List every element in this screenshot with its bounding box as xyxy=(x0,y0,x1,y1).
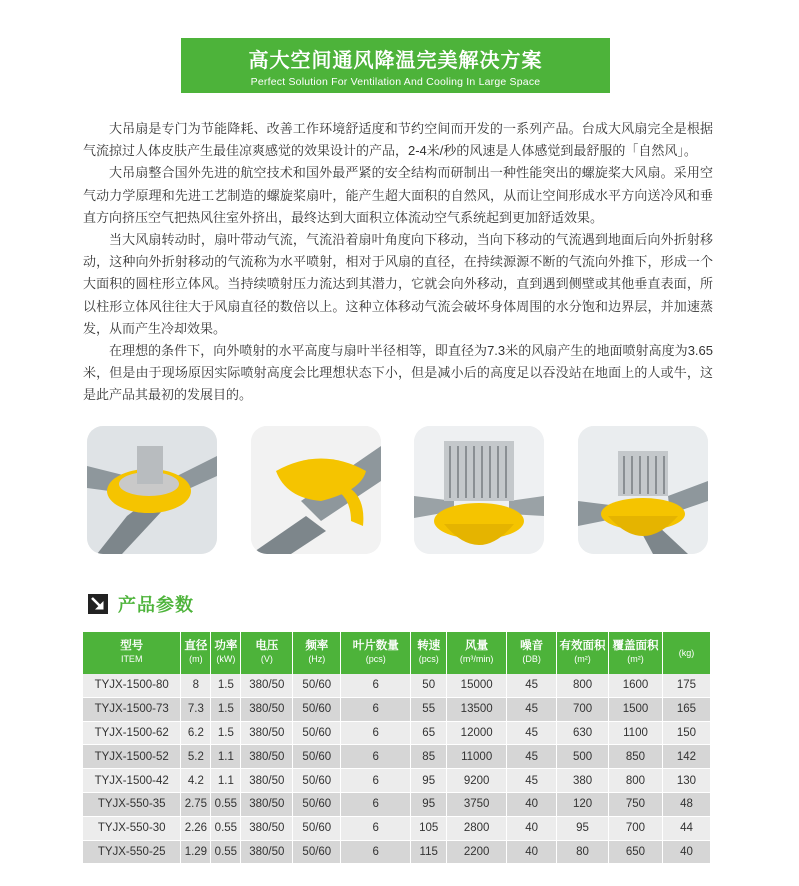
cell: 6 xyxy=(341,769,411,793)
cell: 800 xyxy=(609,769,663,793)
table-header-row xyxy=(83,632,711,674)
cell: 6 xyxy=(341,697,411,721)
cell: 45 xyxy=(507,769,557,793)
cell: TYJX-1500-73 xyxy=(83,697,181,721)
cell: 95 xyxy=(411,792,447,816)
header-item: 型号 ITEM xyxy=(83,632,181,674)
fan-photo-4 xyxy=(578,426,708,554)
fan-photo-3 xyxy=(414,426,544,554)
cell: 85 xyxy=(411,745,447,769)
cell: 1.5 xyxy=(211,697,241,721)
cell: 50/60 xyxy=(293,769,341,793)
cell: 2800 xyxy=(447,816,507,840)
cell: 1500 xyxy=(609,697,663,721)
description xyxy=(83,118,713,407)
cell: 7.3 xyxy=(181,697,211,721)
table-row xyxy=(83,840,711,864)
title-cn: 高大空间通风降温完美解决方案 xyxy=(248,50,543,72)
header-effective-area: 有效面积 (m²) xyxy=(557,632,609,674)
cell: TYJX-550-25 xyxy=(83,840,181,864)
cell: 44 xyxy=(662,816,710,840)
cell: 1100 xyxy=(609,721,663,745)
table-row xyxy=(83,721,711,745)
header-airflow: 风量 (m³/min) xyxy=(447,632,507,674)
header-coverage-area: 覆盖面积 (m²) xyxy=(609,632,663,674)
cell: 6 xyxy=(341,745,411,769)
cell: 9200 xyxy=(447,769,507,793)
arrow-down-right-icon xyxy=(88,594,108,614)
cell: 40 xyxy=(507,840,557,864)
cell: 2.26 xyxy=(181,816,211,840)
cell: 142 xyxy=(662,745,710,769)
section-title xyxy=(88,592,194,616)
cell: 2200 xyxy=(447,840,507,864)
cell: 380/50 xyxy=(241,792,293,816)
cell: 40 xyxy=(507,792,557,816)
cell: 2.75 xyxy=(181,792,211,816)
cell: TYJX-550-30 xyxy=(83,816,181,840)
cell: 1.5 xyxy=(211,721,241,745)
header-weight: (kg) xyxy=(662,632,710,674)
cell: 380/50 xyxy=(241,840,293,864)
cell: 6 xyxy=(341,721,411,745)
cell: 15000 xyxy=(447,674,507,697)
cell: 4.2 xyxy=(181,769,211,793)
header-power: 功率 (kW) xyxy=(211,632,241,674)
header-blades: 叶片数量 (pcs) xyxy=(341,632,411,674)
cell: 50 xyxy=(411,674,447,697)
cell: 45 xyxy=(507,721,557,745)
cell: 380/50 xyxy=(241,674,293,697)
cell: 50/60 xyxy=(293,721,341,745)
cell: 150 xyxy=(662,721,710,745)
cell: 48 xyxy=(662,792,710,816)
cell: 13500 xyxy=(447,697,507,721)
cell: 800 xyxy=(557,674,609,697)
cell: 45 xyxy=(507,745,557,769)
cell: 650 xyxy=(609,840,663,864)
cell: 750 xyxy=(609,792,663,816)
cell: 1.1 xyxy=(211,745,241,769)
header-voltage: 电压 (V) xyxy=(241,632,293,674)
cell: TYJX-1500-42 xyxy=(83,769,181,793)
cell: 120 xyxy=(557,792,609,816)
cell: 115 xyxy=(411,840,447,864)
table-row xyxy=(83,769,711,793)
cell: 40 xyxy=(507,816,557,840)
cell: 6 xyxy=(341,816,411,840)
section-title-text: 产品参数 xyxy=(118,595,194,615)
cell: 6 xyxy=(341,840,411,864)
cell: 380/50 xyxy=(241,697,293,721)
cell: 380/50 xyxy=(241,745,293,769)
cell: TYJX-1500-52 xyxy=(83,745,181,769)
cell: 50/60 xyxy=(293,792,341,816)
cell: 50/60 xyxy=(293,697,341,721)
title-en: Perfect Solution For Ventilation And Cooling In Large Space xyxy=(250,76,541,88)
table-row xyxy=(83,674,711,697)
cell: 175 xyxy=(662,674,710,697)
cell: 0.55 xyxy=(211,816,241,840)
cell: 6.2 xyxy=(181,721,211,745)
cell: 12000 xyxy=(447,721,507,745)
cell: 50/60 xyxy=(293,674,341,697)
fan-photo-1 xyxy=(87,426,217,554)
cell: 65 xyxy=(411,721,447,745)
cell: 700 xyxy=(609,816,663,840)
fan-photo-2 xyxy=(251,426,381,554)
table-row xyxy=(83,697,711,721)
cell: 95 xyxy=(411,769,447,793)
table-row xyxy=(83,745,711,769)
cell: 45 xyxy=(507,674,557,697)
cell: 0.55 xyxy=(211,792,241,816)
paragraph: 当大风扇转动时，扇叶带动气流，气流沿着扇叶角度向下移动，当向下移动的气流遇到地面后向外折射移动，这种向外折射移动的气流称为水平喷射，相对于风扇的直径，在持续源源不断的气流向外推下，形成一个大面积的圆柱形立体风。当持续喷射压力流达到其潜力，它就会向外移动，直到遇到侧壁或其他垂直表面，所以柱形立体风往往大于风扇直径的数倍以上。这种立体移动气流会破坏身体周围的水分饱和边界层，并加速蒸发，从而产生冷却效果。 xyxy=(83,232,713,336)
cell: 50/60 xyxy=(293,840,341,864)
header-noise: 噪音 (DB) xyxy=(507,632,557,674)
cell: 40 xyxy=(662,840,710,864)
cell: 11000 xyxy=(447,745,507,769)
cell: 380/50 xyxy=(241,816,293,840)
cell: 95 xyxy=(557,816,609,840)
cell: 55 xyxy=(411,697,447,721)
cell: 380 xyxy=(557,769,609,793)
paragraph: 大吊扇是专门为节能降耗、改善工作环境舒适度和节约空间而开发的一系列产品。台成大风扇完全是根据气流掠过人体皮肤产生最佳凉爽感觉的效果设计的产品，2-4米/秒的风速是人体感觉到最舒服的「自然风」。 xyxy=(83,121,713,159)
cell: 50/60 xyxy=(293,745,341,769)
cell: 0.55 xyxy=(211,840,241,864)
cell: 1.29 xyxy=(181,840,211,864)
cell: 8 xyxy=(181,674,211,697)
cell: 165 xyxy=(662,697,710,721)
cell: 850 xyxy=(609,745,663,769)
table-row xyxy=(83,816,711,840)
spec-table xyxy=(83,632,711,864)
cell: 6 xyxy=(341,674,411,697)
cell: 105 xyxy=(411,816,447,840)
paragraph: 大吊扇整合国外先进的航空技术和国外最严紧的安全结构而研制出一种性能突出的螺旋桨大风扇。采用空气动力学原理和先进工艺制造的螺旋桨扇叶，能产生超大面积的自然风，从而让空间形成水平方向送冷风和垂直方向挤压空气把热风往室外挤出，最终达到大面积立体流动空气系统起到更加舒适效果。 xyxy=(83,165,713,225)
header-diameter: 直径 (m) xyxy=(181,632,211,674)
cell: TYJX-1500-80 xyxy=(83,674,181,697)
cell: 1.5 xyxy=(211,674,241,697)
cell: 1600 xyxy=(609,674,663,697)
cell: 380/50 xyxy=(241,721,293,745)
cell: 130 xyxy=(662,769,710,793)
cell: 45 xyxy=(507,697,557,721)
cell: 500 xyxy=(557,745,609,769)
cell: 6 xyxy=(341,792,411,816)
cell: TYJX-550-35 xyxy=(83,792,181,816)
table-row xyxy=(83,792,711,816)
cell: 1.1 xyxy=(211,769,241,793)
header-frequency: 频率 (Hz) xyxy=(293,632,341,674)
title-banner xyxy=(181,38,610,93)
cell: 50/60 xyxy=(293,816,341,840)
cell: 80 xyxy=(557,840,609,864)
cell: 630 xyxy=(557,721,609,745)
cell: 5.2 xyxy=(181,745,211,769)
paragraph: 在理想的条件下，向外喷射的水平高度与扇叶半径相等，即直径为7.3米的风扇产生的地面喷射高度为3.65米，但是由于现场原因实际喷射高度会比理想状态下小，但是减小后的高度足以吞没站在地面上的人或牛，这是此产品其最初的发展目的。 xyxy=(83,343,713,403)
header-speed: 转速 (pcs) xyxy=(411,632,447,674)
cell: TYJX-1500-62 xyxy=(83,721,181,745)
cell: 380/50 xyxy=(241,769,293,793)
cell: 700 xyxy=(557,697,609,721)
cell: 3750 xyxy=(447,792,507,816)
